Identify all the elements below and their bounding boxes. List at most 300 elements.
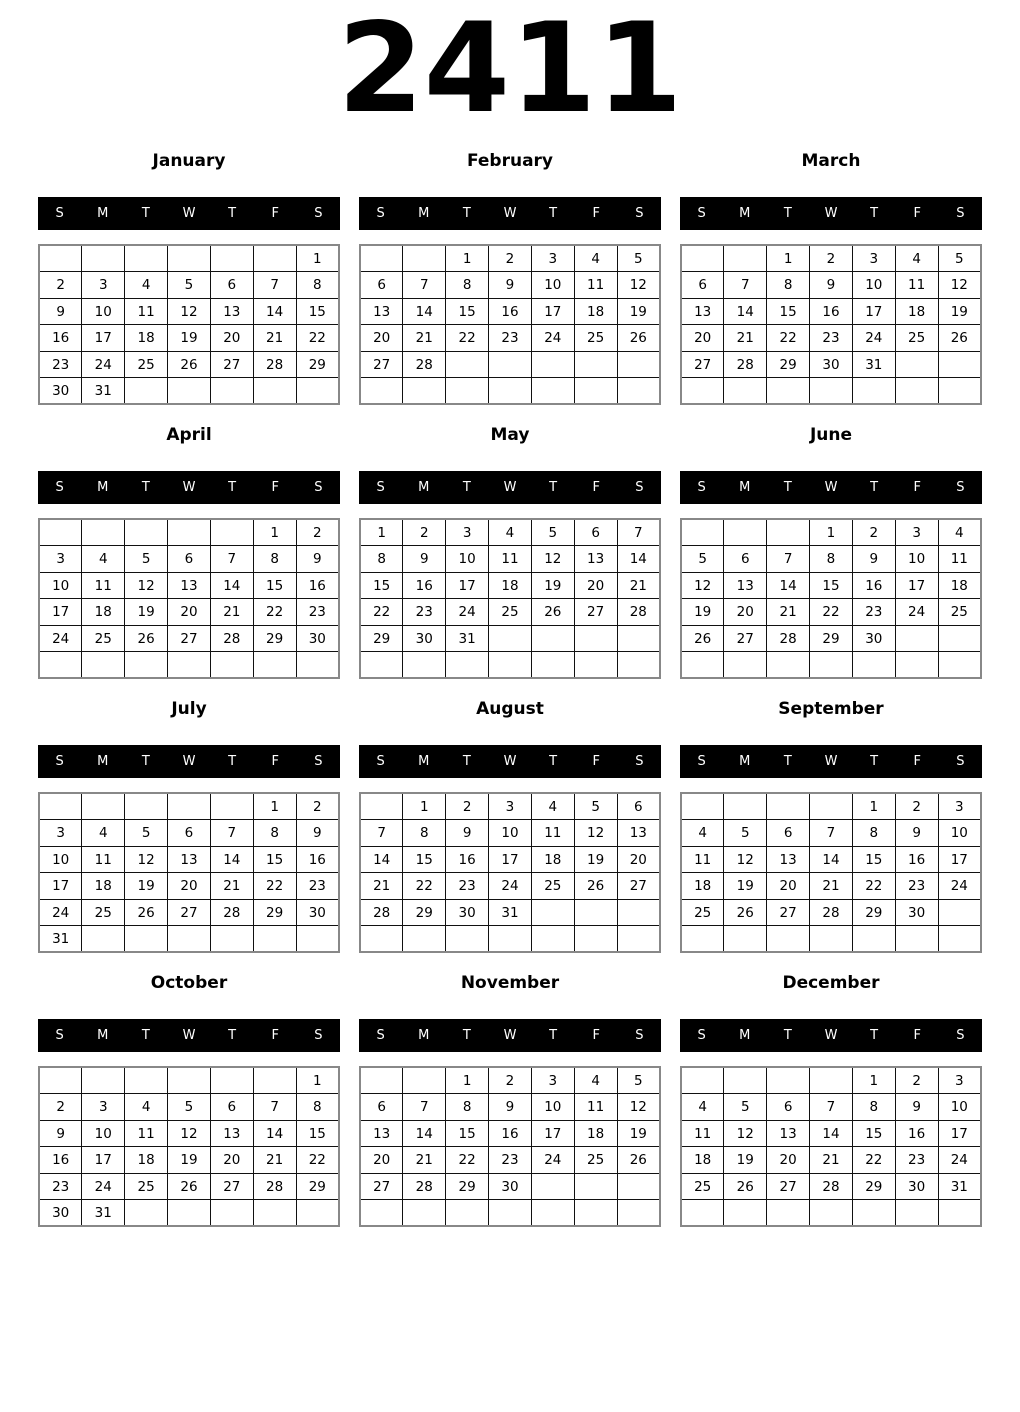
day-grid-body — [681, 793, 981, 952]
empty-day-cell — [531, 899, 574, 926]
empty-day-cell — [168, 519, 211, 546]
week-row — [681, 899, 981, 926]
day-cell: 10 — [446, 546, 489, 573]
day-cell: 14 — [360, 846, 403, 873]
day-cell: 12 — [724, 846, 767, 873]
weekday-label: S — [314, 1028, 323, 1044]
weekday-header-bar — [359, 1019, 661, 1052]
day-cell: 17 — [82, 1147, 125, 1174]
empty-day-cell — [296, 378, 339, 405]
weekday-header-bar — [680, 1019, 982, 1052]
empty-day-cell — [531, 378, 574, 405]
day-cell: 8 — [446, 272, 489, 299]
day-cell: 17 — [446, 572, 489, 599]
empty-day-cell — [210, 378, 253, 405]
day-cell: 2 — [489, 245, 532, 272]
day-cell: 1 — [446, 1067, 489, 1094]
day-cell: 10 — [895, 546, 938, 573]
day-cell: 16 — [489, 1120, 532, 1147]
day-cell: 24 — [531, 1147, 574, 1174]
day-cell: 6 — [681, 272, 724, 299]
day-cell: 25 — [895, 325, 938, 352]
day-cell: 23 — [296, 599, 339, 626]
day-cell: 3 — [39, 820, 82, 847]
day-cell: 24 — [531, 325, 574, 352]
day-cell: 8 — [296, 1094, 339, 1121]
empty-day-cell — [724, 1200, 767, 1227]
day-cell: 15 — [296, 298, 339, 325]
day-cell: 4 — [895, 245, 938, 272]
day-cell: 8 — [296, 272, 339, 299]
day-cell: 13 — [168, 846, 211, 873]
day-cell: 13 — [767, 846, 810, 873]
day-cell: 31 — [852, 351, 895, 378]
day-cell: 5 — [724, 1094, 767, 1121]
weekday-label: S — [376, 1028, 385, 1044]
day-cell: 12 — [938, 272, 981, 299]
week-row — [39, 325, 339, 352]
day-cell: 28 — [617, 599, 660, 626]
empty-day-cell — [724, 652, 767, 679]
empty-day-cell — [531, 351, 574, 378]
day-cell: 15 — [403, 846, 446, 873]
week-row — [681, 272, 981, 299]
day-cell: 18 — [489, 572, 532, 599]
day-cell: 8 — [852, 1094, 895, 1121]
month-name: April — [166, 425, 212, 446]
day-cell: 27 — [360, 1173, 403, 1200]
empty-day-cell — [82, 793, 125, 820]
day-cell: 22 — [253, 599, 296, 626]
day-cell: 30 — [489, 1173, 532, 1200]
day-cell: 18 — [681, 1147, 724, 1174]
day-cell: 6 — [360, 272, 403, 299]
day-cell: 22 — [446, 325, 489, 352]
empty-day-cell — [681, 793, 724, 820]
day-cell: 24 — [39, 625, 82, 652]
day-cell: 30 — [895, 1173, 938, 1200]
empty-day-cell — [681, 926, 724, 953]
day-cell: 26 — [125, 899, 168, 926]
empty-day-cell — [210, 245, 253, 272]
day-cell: 12 — [724, 1120, 767, 1147]
day-cell: 12 — [617, 1094, 660, 1121]
empty-day-cell — [895, 926, 938, 953]
day-cell: 27 — [574, 599, 617, 626]
day-cell: 11 — [681, 1120, 724, 1147]
day-cell: 22 — [852, 1147, 895, 1174]
day-cell: 1 — [810, 519, 853, 546]
empty-day-cell — [810, 652, 853, 679]
empty-day-cell — [681, 245, 724, 272]
week-row — [39, 820, 339, 847]
day-cell: 14 — [403, 298, 446, 325]
empty-day-cell — [489, 378, 532, 405]
day-cell: 11 — [574, 272, 617, 299]
month-name: September — [778, 699, 884, 720]
day-cell: 15 — [852, 1120, 895, 1147]
week-row — [360, 519, 660, 546]
day-cell: 19 — [938, 298, 981, 325]
day-cell: 22 — [296, 1147, 339, 1174]
empty-day-cell — [403, 926, 446, 953]
weekday-label: F — [913, 206, 922, 222]
day-cell: 22 — [446, 1147, 489, 1174]
day-cell: 1 — [852, 793, 895, 820]
day-cell: 4 — [125, 1094, 168, 1121]
empty-day-cell — [489, 625, 532, 652]
week-row — [360, 325, 660, 352]
day-grid-body — [360, 1067, 660, 1226]
day-cell: 10 — [531, 272, 574, 299]
week-row — [39, 546, 339, 573]
month-day-grid — [38, 1066, 340, 1227]
month-block — [680, 973, 982, 1227]
week-row — [360, 926, 660, 953]
day-cell: 8 — [253, 546, 296, 573]
day-cell: 31 — [82, 378, 125, 405]
month-day-grid — [680, 1066, 982, 1227]
day-cell: 1 — [253, 793, 296, 820]
day-cell: 16 — [895, 846, 938, 873]
week-row — [39, 652, 339, 679]
day-cell: 6 — [617, 793, 660, 820]
day-cell: 3 — [531, 245, 574, 272]
weekday-label: T — [141, 206, 150, 222]
empty-day-cell — [82, 926, 125, 953]
weekday-label: M — [97, 206, 109, 222]
weekday-label: S — [956, 206, 965, 222]
empty-day-cell — [296, 1200, 339, 1227]
weekday-label: M — [739, 480, 751, 496]
week-row — [360, 599, 660, 626]
day-cell: 7 — [360, 820, 403, 847]
day-cell: 4 — [574, 245, 617, 272]
day-cell: 24 — [895, 599, 938, 626]
empty-day-cell — [210, 519, 253, 546]
weekday-label: M — [418, 1028, 430, 1044]
day-cell: 2 — [489, 1067, 532, 1094]
month-name: November — [460, 973, 560, 994]
month-block — [38, 151, 340, 405]
day-cell: 23 — [403, 599, 446, 626]
day-cell: 2 — [810, 245, 853, 272]
empty-day-cell — [360, 793, 403, 820]
day-cell: 13 — [724, 572, 767, 599]
weekday-label: F — [271, 480, 280, 496]
weekday-label: T — [549, 1028, 558, 1044]
weekday-label: F — [913, 480, 922, 496]
day-cell: 30 — [446, 899, 489, 926]
day-cell: 4 — [531, 793, 574, 820]
day-cell: 8 — [403, 820, 446, 847]
empty-day-cell — [724, 1067, 767, 1094]
day-cell: 14 — [403, 1120, 446, 1147]
empty-day-cell — [360, 652, 403, 679]
empty-day-cell — [938, 926, 981, 953]
empty-day-cell — [253, 245, 296, 272]
day-cell: 6 — [574, 519, 617, 546]
empty-day-cell — [296, 926, 339, 953]
weekday-label: S — [635, 1028, 644, 1044]
day-cell: 17 — [82, 325, 125, 352]
day-cell: 19 — [531, 572, 574, 599]
day-cell: 19 — [617, 298, 660, 325]
week-row — [360, 625, 660, 652]
empty-day-cell — [681, 1200, 724, 1227]
day-cell: 14 — [210, 572, 253, 599]
day-cell: 23 — [489, 1147, 532, 1174]
week-row — [360, 272, 660, 299]
week-row — [39, 1147, 339, 1174]
day-cell: 27 — [724, 625, 767, 652]
day-grid-body — [360, 245, 660, 404]
day-cell: 23 — [296, 873, 339, 900]
week-row — [360, 1120, 660, 1147]
day-cell: 1 — [852, 1067, 895, 1094]
day-cell: 7 — [810, 820, 853, 847]
day-cell: 17 — [531, 1120, 574, 1147]
weekday-label: T — [228, 206, 237, 222]
month-block — [38, 425, 340, 679]
empty-day-cell — [125, 519, 168, 546]
day-cell: 24 — [39, 899, 82, 926]
empty-day-cell — [360, 926, 403, 953]
empty-day-cell — [724, 926, 767, 953]
day-cell: 11 — [82, 572, 125, 599]
day-cell: 29 — [852, 1173, 895, 1200]
day-cell: 26 — [681, 625, 724, 652]
day-cell: 29 — [253, 899, 296, 926]
day-cell: 10 — [852, 272, 895, 299]
weekday-label: W — [503, 1028, 517, 1044]
weekday-label: T — [228, 1028, 237, 1044]
weekday-label: T — [783, 480, 792, 496]
empty-day-cell — [360, 245, 403, 272]
day-cell: 20 — [767, 873, 810, 900]
empty-day-cell — [531, 625, 574, 652]
day-cell: 9 — [296, 546, 339, 573]
day-cell: 19 — [724, 1147, 767, 1174]
empty-day-cell — [938, 1200, 981, 1227]
day-cell: 2 — [296, 519, 339, 546]
day-cell: 9 — [895, 820, 938, 847]
empty-day-cell — [724, 378, 767, 405]
week-row — [39, 245, 339, 272]
day-cell: 17 — [531, 298, 574, 325]
empty-day-cell — [168, 926, 211, 953]
day-cell: 28 — [403, 1173, 446, 1200]
day-cell: 6 — [724, 546, 767, 573]
day-cell: 13 — [360, 298, 403, 325]
empty-day-cell — [574, 625, 617, 652]
day-cell: 24 — [82, 351, 125, 378]
month-day-grid — [359, 792, 661, 953]
month-name: January — [152, 151, 226, 172]
day-cell: 1 — [296, 1067, 339, 1094]
day-cell: 24 — [938, 1147, 981, 1174]
day-cell: 29 — [810, 625, 853, 652]
day-cell: 17 — [938, 1120, 981, 1147]
weekday-header-bar — [680, 745, 982, 778]
week-row — [39, 873, 339, 900]
day-cell: 23 — [895, 1147, 938, 1174]
empty-day-cell — [852, 1200, 895, 1227]
day-cell: 11 — [938, 546, 981, 573]
day-grid-body — [39, 519, 339, 678]
day-cell: 2 — [39, 1094, 82, 1121]
day-cell: 1 — [360, 519, 403, 546]
empty-day-cell — [360, 378, 403, 405]
day-cell: 18 — [574, 1120, 617, 1147]
day-cell: 21 — [210, 599, 253, 626]
day-cell: 6 — [360, 1094, 403, 1121]
day-cell: 30 — [852, 625, 895, 652]
week-row — [681, 519, 981, 546]
empty-day-cell — [253, 652, 296, 679]
empty-day-cell — [938, 899, 981, 926]
empty-day-cell — [403, 652, 446, 679]
weekday-label: M — [418, 754, 430, 770]
day-cell: 14 — [253, 298, 296, 325]
empty-day-cell — [574, 1200, 617, 1227]
day-cell: 11 — [82, 846, 125, 873]
day-cell: 14 — [253, 1120, 296, 1147]
empty-day-cell — [210, 1200, 253, 1227]
day-cell: 9 — [895, 1094, 938, 1121]
day-grid-body — [681, 1067, 981, 1226]
weekday-label: S — [314, 480, 323, 496]
day-cell: 23 — [39, 351, 82, 378]
day-cell: 2 — [895, 1067, 938, 1094]
empty-day-cell — [403, 1067, 446, 1094]
empty-day-cell — [852, 378, 895, 405]
weekday-label: S — [956, 754, 965, 770]
day-cell: 9 — [403, 546, 446, 573]
day-cell: 18 — [895, 298, 938, 325]
weekday-label: T — [783, 206, 792, 222]
empty-day-cell — [938, 625, 981, 652]
day-cell: 12 — [681, 572, 724, 599]
day-cell: 19 — [617, 1120, 660, 1147]
day-cell: 25 — [531, 873, 574, 900]
day-cell: 23 — [895, 873, 938, 900]
day-cell: 12 — [617, 272, 660, 299]
day-cell: 14 — [810, 1120, 853, 1147]
empty-day-cell — [574, 1173, 617, 1200]
empty-day-cell — [82, 652, 125, 679]
day-cell: 20 — [168, 599, 211, 626]
months-grid — [0, 135, 1020, 1227]
week-row — [360, 899, 660, 926]
day-cell: 4 — [82, 546, 125, 573]
day-cell: 12 — [168, 298, 211, 325]
week-row — [681, 1200, 981, 1227]
month-block — [359, 973, 661, 1227]
month-block — [359, 699, 661, 953]
day-cell: 4 — [681, 1094, 724, 1121]
weekday-label: T — [870, 480, 879, 496]
day-cell: 11 — [895, 272, 938, 299]
day-cell: 28 — [360, 899, 403, 926]
day-cell: 21 — [810, 873, 853, 900]
empty-day-cell — [767, 793, 810, 820]
day-cell: 5 — [125, 546, 168, 573]
weekday-label: F — [271, 206, 280, 222]
day-cell: 20 — [574, 572, 617, 599]
weekday-header-bar — [359, 197, 661, 230]
day-cell: 5 — [681, 546, 724, 573]
day-cell: 16 — [296, 846, 339, 873]
day-cell: 25 — [574, 325, 617, 352]
week-row — [39, 926, 339, 953]
day-cell: 3 — [938, 793, 981, 820]
empty-day-cell — [852, 652, 895, 679]
week-row — [360, 572, 660, 599]
day-cell: 26 — [125, 625, 168, 652]
day-cell: 13 — [210, 1120, 253, 1147]
weekday-label: S — [376, 754, 385, 770]
day-cell: 21 — [210, 873, 253, 900]
empty-day-cell — [531, 1173, 574, 1200]
week-row — [681, 351, 981, 378]
day-cell: 17 — [489, 846, 532, 873]
weekday-header-bar — [359, 745, 661, 778]
day-cell: 16 — [489, 298, 532, 325]
day-cell: 10 — [531, 1094, 574, 1121]
empty-day-cell — [574, 378, 617, 405]
day-cell: 27 — [168, 899, 211, 926]
weekday-label: W — [182, 206, 196, 222]
empty-day-cell — [210, 793, 253, 820]
weekday-label: S — [956, 480, 965, 496]
day-cell: 20 — [210, 325, 253, 352]
weekday-label: T — [549, 754, 558, 770]
empty-day-cell — [681, 652, 724, 679]
day-cell: 13 — [617, 820, 660, 847]
day-cell: 21 — [403, 325, 446, 352]
month-name: August — [476, 699, 544, 720]
weekday-label: W — [182, 1028, 196, 1044]
day-cell: 14 — [724, 298, 767, 325]
day-cell: 1 — [767, 245, 810, 272]
day-cell: 21 — [253, 1147, 296, 1174]
weekday-label: F — [271, 754, 280, 770]
weekday-label: T — [141, 754, 150, 770]
day-cell: 10 — [938, 820, 981, 847]
weekday-label: T — [870, 754, 879, 770]
day-cell: 21 — [810, 1147, 853, 1174]
week-row — [39, 1173, 339, 1200]
empty-day-cell — [574, 899, 617, 926]
weekday-label: M — [418, 480, 430, 496]
day-cell: 26 — [724, 1173, 767, 1200]
day-cell: 30 — [296, 899, 339, 926]
empty-day-cell — [360, 1067, 403, 1094]
weekday-label: T — [141, 1028, 150, 1044]
day-cell: 21 — [403, 1147, 446, 1174]
empty-day-cell — [39, 1067, 82, 1094]
empty-day-cell — [403, 1200, 446, 1227]
empty-day-cell — [489, 652, 532, 679]
day-cell: 11 — [681, 846, 724, 873]
day-cell: 17 — [852, 298, 895, 325]
week-row — [360, 351, 660, 378]
day-cell: 7 — [253, 1094, 296, 1121]
day-cell: 17 — [938, 846, 981, 873]
day-cell: 9 — [852, 546, 895, 573]
day-cell: 28 — [253, 351, 296, 378]
